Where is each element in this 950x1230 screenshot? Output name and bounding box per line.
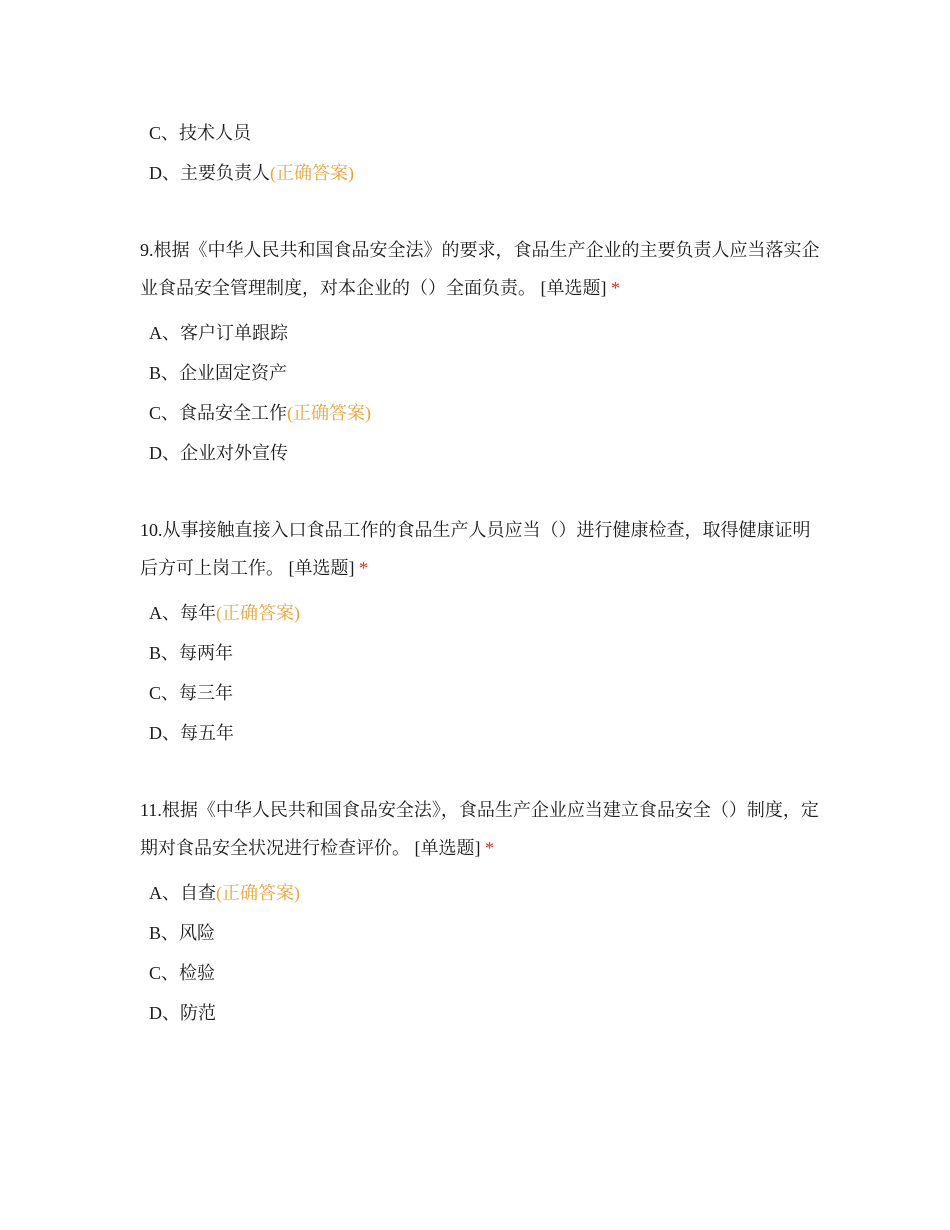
correct-answer-mark: (正确答案) bbox=[270, 163, 354, 183]
option-text: 主要负责人 bbox=[180, 163, 270, 183]
option-letter: D、 bbox=[149, 723, 180, 743]
option-text: 风险 bbox=[179, 923, 216, 943]
option-text: 每五年 bbox=[180, 723, 234, 743]
required-asterisk: * bbox=[611, 278, 620, 298]
option-row bbox=[149, 641, 233, 665]
option-letter: C、 bbox=[149, 403, 180, 423]
correct-answer-mark: (正确答案) bbox=[216, 883, 300, 903]
option-row bbox=[149, 681, 233, 705]
option-row bbox=[149, 121, 251, 145]
option-letter: B、 bbox=[149, 363, 180, 383]
option-row bbox=[149, 161, 354, 185]
question-body: 从事接触直接入口食品工作的食品生产人员应当（）进行健康检查，取得健康证明后方可上岗工作。 bbox=[140, 520, 811, 578]
question-body: 根据《中华人民共和国食品安全法》的要求，食品生产企业的主要负责人应当落实企业食品安全管理制度，对本企业的（）全面负责。 bbox=[140, 240, 820, 298]
option-row bbox=[149, 1001, 216, 1025]
option-text: 每三年 bbox=[179, 683, 234, 703]
option-letter: C、 bbox=[149, 963, 180, 983]
option-letter: A、 bbox=[149, 883, 180, 903]
option-row bbox=[149, 601, 300, 625]
correct-answer-mark: (正确答案) bbox=[287, 403, 372, 423]
option-row bbox=[149, 881, 300, 905]
option-letter: C、 bbox=[149, 683, 180, 703]
option-row bbox=[149, 921, 215, 945]
option-letter: D、 bbox=[149, 1003, 180, 1023]
option-letter: B、 bbox=[149, 643, 180, 663]
option-text: 每年 bbox=[180, 603, 216, 623]
question-type: [单选题] bbox=[540, 278, 607, 298]
required-asterisk: * bbox=[359, 558, 368, 578]
option-text: 防范 bbox=[180, 1003, 216, 1023]
option-text: 检验 bbox=[179, 963, 216, 983]
option-text: 食品安全工作 bbox=[179, 403, 288, 423]
option-letter: A、 bbox=[149, 603, 180, 623]
option-letter: B、 bbox=[149, 923, 180, 943]
option-row bbox=[149, 721, 234, 745]
question-number: 10. bbox=[140, 520, 163, 540]
option-row bbox=[149, 441, 288, 465]
option-text: 自查 bbox=[180, 883, 216, 903]
option-letter: D、 bbox=[149, 163, 180, 183]
question-type: [单选题] bbox=[414, 838, 481, 858]
option-text: 企业固定资产 bbox=[179, 363, 288, 383]
option-letter: D、 bbox=[149, 443, 180, 463]
question-body: 根据《中华人民共和国食品安全法》，食品生产企业应当建立食品安全（）制度，定期对食品安全状况进行检查评价。 bbox=[140, 800, 819, 858]
option-text: 客户订单跟踪 bbox=[180, 323, 288, 343]
option-row bbox=[149, 401, 371, 425]
question-type: [单选题] bbox=[288, 558, 355, 578]
question-10-text bbox=[140, 511, 820, 587]
correct-answer-mark: (正确答案) bbox=[216, 603, 300, 623]
option-row bbox=[149, 961, 215, 985]
option-text: 企业对外宣传 bbox=[180, 443, 288, 463]
question-number: 9. bbox=[140, 240, 154, 260]
option-letter: A、 bbox=[149, 323, 180, 343]
question-number: 11. bbox=[140, 800, 162, 820]
option-text: 每两年 bbox=[179, 643, 234, 663]
required-asterisk: * bbox=[485, 838, 494, 858]
question-9-text bbox=[140, 231, 820, 307]
option-row bbox=[149, 321, 288, 345]
option-row bbox=[149, 361, 287, 385]
question-11-text bbox=[140, 791, 820, 867]
option-text: 技术人员 bbox=[179, 123, 252, 143]
option-letter: C、 bbox=[149, 123, 180, 143]
